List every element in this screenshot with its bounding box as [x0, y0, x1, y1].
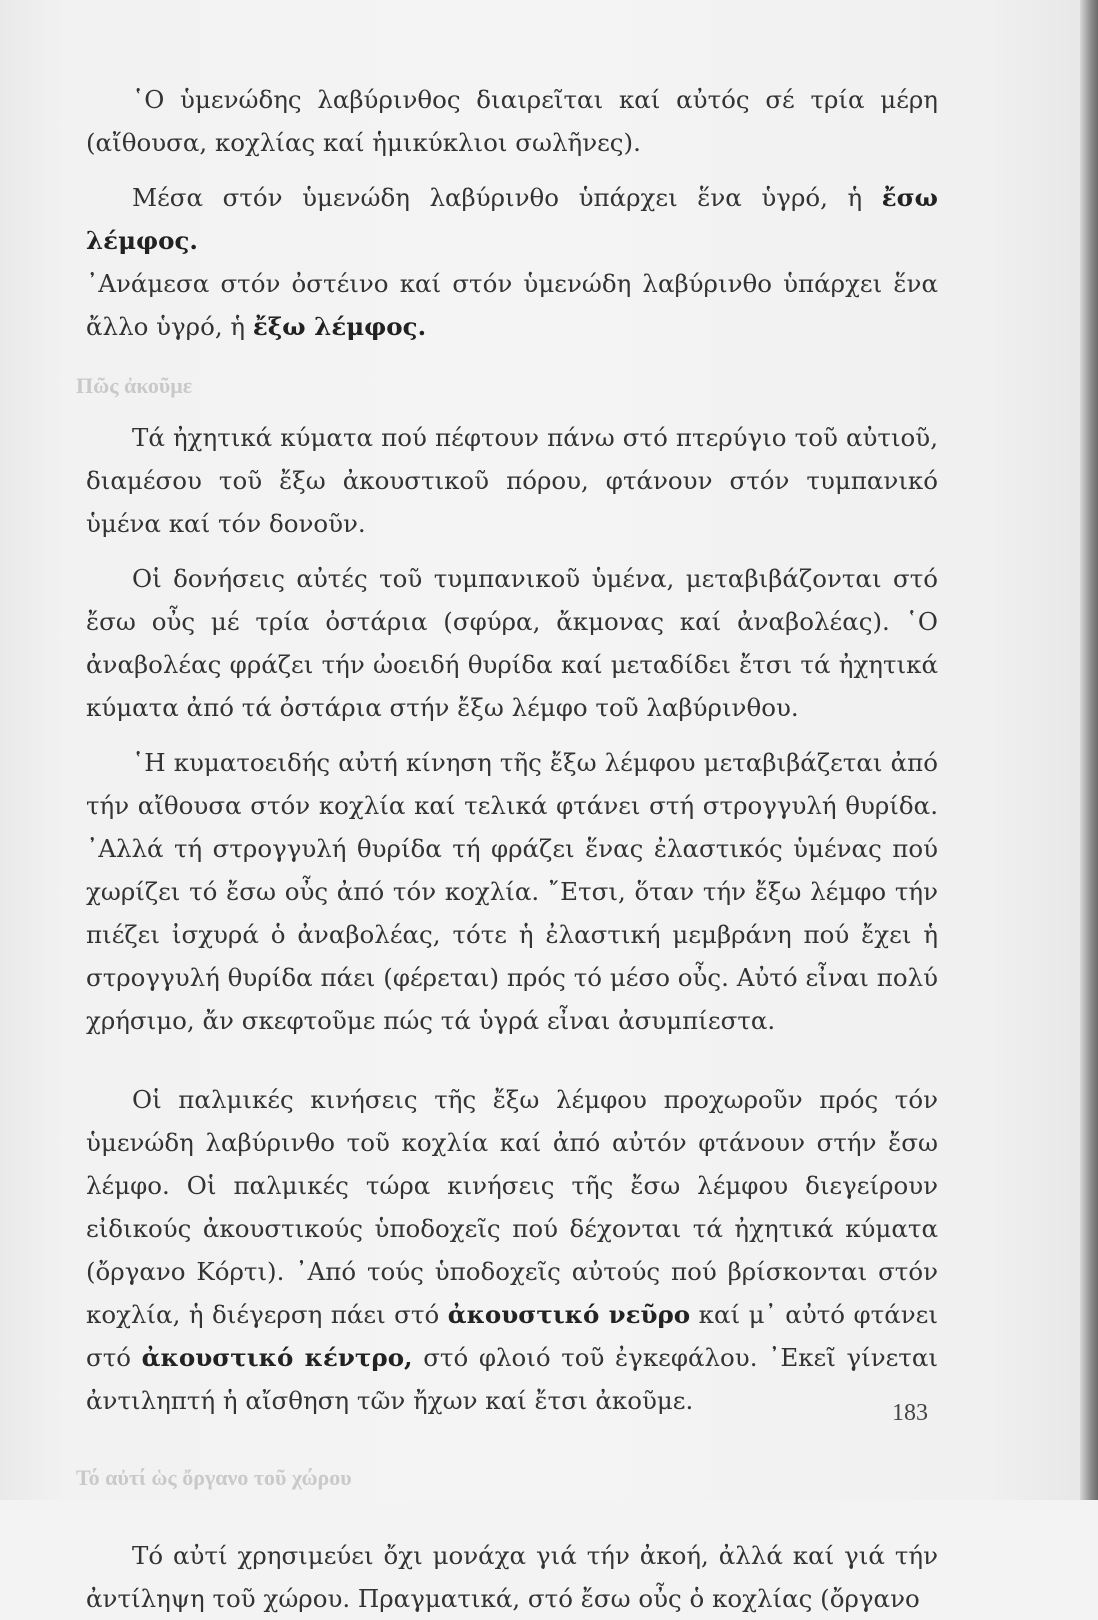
intro-p2-text: Μέσα στόν ὑμενώδη λαβύρινθο ὑπάρχει ἕνα ὑγρό, ἡ: [132, 183, 882, 212]
page-edge-shadow: [1080, 0, 1098, 1500]
hearing-p4-text-a: Οἱ παλμικές κινήσεις τῆς ἔξω λέμφου προχωροῦν πρός τόν ὑμενώδη λαβύρινθο τοῦ κοχλία καί ἀπό αὐτόν φτάνουν στήν ἔσω λέμφο. Οἱ παλμικές τώρα κινήσεις τῆς ἔσω λέμφου διεγείρουν εἰδικούς ἀκουστικούς ὑποδοχεῖς πού δέχονται τά ἠχητικά κύματα (ὄργανο Κόρτι). ᾿Από τούς ὑποδοχεῖς αὐτούς πού βρίσκονται στόν κοχλία, ἡ διέγερση πάει στό: [86, 1085, 938, 1329]
term-acoustic-center: ἀκουστικό κέντρο,: [141, 1343, 413, 1372]
hearing-paragraph-1: Τά ἠχητικά κύματα πού πέφτουν πάνω στό πτερύγιο τοῦ αὐτιοῦ, διαμέσου τοῦ ἔξω ἀκουστικοῦ πόρου, φτάνουν στόν τυμπανικό ὑμένα καί τόν δονοῦν.: [86, 423, 938, 538]
hearing-p4-text-c: στό φλοιό τοῦ ἐγκεφάλου. ᾿Εκεῖ γίνεται ἀντιληπτή ἡ αἴσθηση τῶν ἤχων καί ἔτσι ἀκοῦμε.: [86, 1343, 938, 1415]
intro-paragraph-3: [86, 262, 938, 348]
hearing-paragraph-4: [86, 1078, 938, 1422]
intro-paragraph-2: [86, 176, 938, 262]
hearing-paragraph-2: Οἱ δονήσεις αὐτές τοῦ τυμπανικοῦ ὑμένα, μεταβιβάζονται στό ἔσω οὖς μέ τρία ὀστάρια (σφύρα, ἄκμονας καί ἀναβολέας). ῾Ο ἀναβολέας φράζει τήν ὠοειδή θυρίδα καί μεταδίδει ἔτσι τά ἠχητικά κύματα ἀπό τά ὀστάρια στήν ἔξω λέμφο τοῦ λαβύρινθου.: [86, 564, 938, 722]
term-outer-lymph: ἔξω λέμφος.: [252, 312, 427, 341]
intro-paragraph-1: ῾Ο ὑμενώδης λαβύρινθος διαιρεῖται καί αὐτός σέ τρία μέρη (αἴθουσα, κοχλίας καί ἡμικύκλιοι σωλῆνες).: [86, 85, 938, 157]
hearing-p4-text-b: καί μ᾿ αὐτό φτάνει στό: [86, 1300, 938, 1372]
term-inner-lymph: ἔσω λέμφος.: [86, 183, 938, 255]
intro-p3-text: ᾿Ανάμεσα στόν ὀστέινο καί στόν ὑμενώδη λαβύρινθο ὑπάρχει ἕνα ἄλλο ὑγρό, ἡ: [86, 269, 938, 341]
space-paragraph-1: Τό αὐτί χρησιμεύει ὄχι μονάχα γιά τήν ἀκοή, ἀλλά καί γιά τήν ἀντίληψη τοῦ χώρου. Πραγματικά, στό ἔσω οὖς ὁ κοχλίας (ὄργανο: [86, 1541, 938, 1613]
page-number: 183: [892, 1400, 928, 1426]
term-acoustic-nerve: ἀκουστικό νεῦρο: [447, 1300, 691, 1329]
hearing-paragraph-3: ῾Η κυματοειδής αὐτή κίνηση τῆς ἔξω λέμφου μεταβιβάζεται ἀπό τήν αἴθουσα στόν κοχλία καί τελικά φτάνει στή στρογγυλή θυρίδα. ᾿Αλλά τή στρογγυλή θυρίδα τή φράζει ἕνας ἐλαστικός ὑμένας πού χωρίζει τό ἔσω οὖς ἀπό τόν κοχλία. ῎Ετσι, ὅταν τήν ἔξω λέμφο τήν πιέζει ἰσχυρά ὁ ἀναβολέας, τότε ἡ ἐλαστική μεμβράνη πού ἔχει ἡ στρογγυλή θυρίδα πάει (φέρεται) πρός τό μέσο οὖς. Αὐτό εἶναι πολύ χρήσιμο, ἄν σκεφτοῦμε πώς τά ὑγρά εἶναι ἀσυμπίεστα.: [86, 748, 938, 1035]
section-heading-space-organ: Τό αὐτί ὡς ὄργανο τοῦ χώρου: [76, 1465, 352, 1490]
section-heading-hearing: Πῶς ἀκοῦμε: [76, 373, 193, 398]
page-text: [76, 78, 938, 1620]
